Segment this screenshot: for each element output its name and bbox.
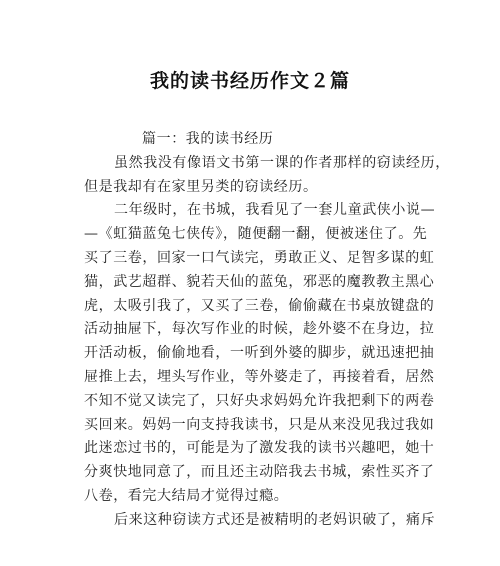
text-line: 不知不觉又读完了，只好央求妈妈允许我把剩下的两卷 bbox=[84, 392, 435, 409]
document-body bbox=[84, 128, 450, 533]
text-line: 屉推上去，埋头写作业，等外婆走了，再接着看，居然 bbox=[84, 368, 435, 385]
document-title: 我的读书经历作文２篇 bbox=[149, 70, 350, 92]
text-line: 虎，太吸引我了，又买了三卷，偷偷藏在书桌放键盘的 bbox=[84, 297, 435, 314]
text-line: 买了三卷，回家一口气读完，勇敢正义、足智多谋的虹 bbox=[84, 249, 435, 266]
text-line: 活动抽屉下，每次写作业的时候，趁外婆不在身边，拉 bbox=[84, 321, 435, 338]
text-line: 但是我却有在家里另类的窃读经历。 bbox=[84, 178, 318, 195]
text-line: 后来这种窃读方式还是被精明的老妈识破了，痛斥 bbox=[114, 511, 436, 528]
text-line: 开活动板，偷偷地看，一听到外婆的脚步，就迅速把抽 bbox=[84, 345, 435, 362]
text-line: 二年级时，在书城，我看见了一套儿童武侠小说— bbox=[114, 202, 436, 219]
text-line: 此迷恋过书的，可能是为了激发我的读书兴趣吧，她十 bbox=[84, 440, 435, 457]
text-line: —《虹猫蓝兔七侠传》，随便翻一翻，便被迷住了。先 bbox=[84, 226, 428, 243]
text-line: 买回来。妈妈一向支持我读书，只是从来没见我过我如 bbox=[84, 416, 435, 433]
text-line: 八卷，看完大结局才觉得过瘾。 bbox=[84, 487, 289, 504]
text-line: 猫，武艺超群、貌若天仙的蓝兔，邪恶的魔教教主黑心 bbox=[84, 273, 435, 290]
text-line: 分爽快地同意了，而且还主动陪我去书城，索性买齐了 bbox=[84, 464, 435, 481]
text-line: 虽然我没有像语文书第一课的作者那样的窃读经历， bbox=[114, 154, 450, 171]
section-heading: 篇一：我的读书经历 bbox=[142, 131, 274, 147]
